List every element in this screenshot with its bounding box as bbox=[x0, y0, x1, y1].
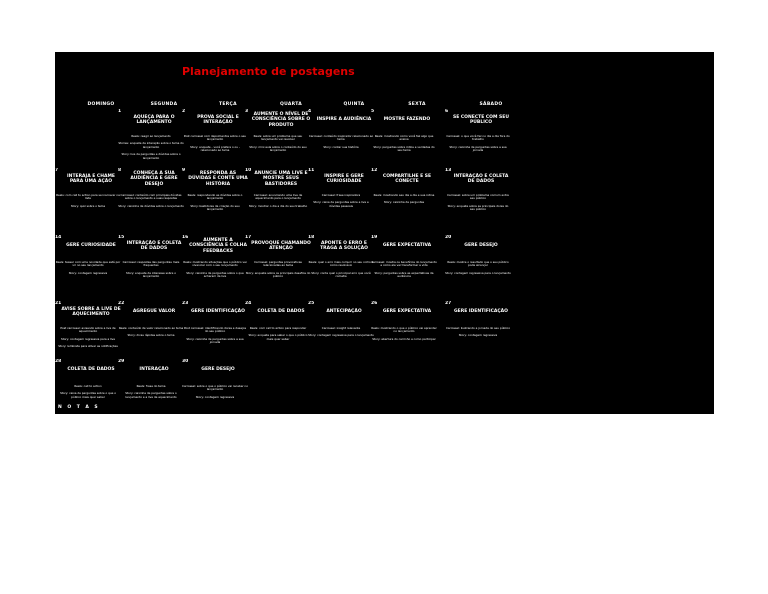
post-idea: Story: enquete de interesse sobre o lançamento bbox=[126, 270, 176, 279]
day-number: 10 bbox=[245, 168, 252, 173]
weekday-header: SEXTA bbox=[408, 102, 426, 107]
post-idea: Story: mostrar o dia a dia do seu trabalho bbox=[248, 203, 308, 208]
post-idea: Carrossel: conteúdo com principais dúvidas sobre o lançamento e suas respostas bbox=[120, 193, 182, 201]
post-idea: Story: contagem regressiva bbox=[195, 394, 235, 399]
notes-label: N O T A S bbox=[58, 405, 100, 410]
day-cell bbox=[55, 168, 121, 230]
day-cell bbox=[308, 109, 374, 171]
post-idea: Story: contagem regressiva bbox=[68, 270, 108, 275]
day-cell bbox=[55, 301, 121, 363]
day-theme: AUMENTE O NÍVEL DE CONSCIÊNCIA SOBRE O PRODUTO bbox=[251, 111, 311, 128]
day-theme: AGREGUE VALOR bbox=[132, 309, 176, 315]
day-theme: INTERAJA E CHAME PARA UMA AÇÃO bbox=[67, 173, 115, 184]
weekday-header: SÁBADO bbox=[479, 102, 503, 107]
day-number: 15 bbox=[118, 235, 125, 240]
day-number: 5 bbox=[371, 109, 375, 114]
post-idea: Story: contar sua história bbox=[323, 144, 359, 149]
day-cell bbox=[118, 359, 184, 414]
day-posts bbox=[118, 327, 184, 342]
day-theme: RESPONDA AS DÚVIDAS E CONTE UMA HISTÓRIA bbox=[188, 170, 248, 187]
post-idea: Story: caixinha de perguntas bbox=[383, 200, 425, 205]
day-theme: INSPIRE E GERE CURIOSIDADE bbox=[324, 173, 364, 184]
day-number: 3 bbox=[245, 109, 249, 114]
day-posts bbox=[118, 261, 184, 283]
day-theme: AUMENTE A CONSCIÊNCIA E COLHA FEEDBACKS bbox=[189, 237, 247, 254]
day-cell bbox=[182, 235, 248, 297]
post-idea: Story: caixinha de perguntas sobre a sua jornada bbox=[449, 144, 507, 153]
day-posts bbox=[182, 135, 248, 157]
day-number: 12 bbox=[371, 168, 378, 173]
day-theme bbox=[314, 362, 374, 378]
day-posts bbox=[445, 261, 511, 279]
day-theme: GERE IDENTIFICAÇÃO bbox=[190, 309, 245, 315]
day-number: 4 bbox=[308, 109, 312, 114]
day-cell bbox=[371, 235, 437, 297]
post-idea: Story: caixinha de perguntas sobre o que acharam da live bbox=[186, 270, 244, 279]
post-idea: Story: contagem regressiva para o lançamento bbox=[445, 270, 511, 275]
weekday-header: SEGUNDA bbox=[150, 102, 178, 107]
day-theme: COLETA DE DADOS bbox=[67, 367, 115, 373]
post-idea: Story: caixinha de perguntas sobre o lançamento e a live de aquecimento bbox=[125, 391, 177, 399]
day-number: 24 bbox=[245, 301, 252, 306]
day-number: 6 bbox=[445, 109, 449, 114]
day-cell bbox=[245, 168, 311, 230]
day-posts bbox=[118, 135, 184, 164]
day-number: 27 bbox=[445, 301, 452, 306]
post-idea: Story: contagem regressiva para o lançamento bbox=[308, 333, 374, 338]
day-theme: MOSTRE FAZENDO bbox=[383, 117, 431, 123]
day-cell bbox=[118, 301, 184, 363]
day-theme: PROVA SOCIAL E INTERAÇÃO bbox=[197, 114, 239, 125]
post-idea: Story: caixinha de perguntas sobre a sua jornada bbox=[186, 336, 244, 345]
post-idea: Reels: mostrando seu dia a dia e sua rotina bbox=[373, 193, 435, 197]
day-cell bbox=[245, 235, 311, 297]
post-idea: Story: enquete para saber o que o público mais quer saber bbox=[248, 333, 308, 341]
day-theme: AVISE SOBRE A LIVE DE AQUECIMENTO bbox=[61, 306, 121, 317]
day-number: 30 bbox=[182, 359, 189, 364]
day-posts bbox=[308, 194, 374, 212]
day-posts bbox=[55, 261, 121, 279]
post-idea: Carrossel: perguntas provocativas relacionadas ao tema bbox=[254, 260, 302, 268]
post-idea: Carrossel: insight relevante bbox=[321, 326, 361, 330]
day-cell bbox=[371, 168, 437, 230]
day-posts bbox=[182, 194, 248, 216]
day-number: 1 bbox=[118, 109, 122, 114]
day-posts bbox=[118, 385, 184, 403]
day-theme: ANTECIPAÇÃO bbox=[326, 309, 362, 315]
day-posts bbox=[445, 194, 511, 216]
post-idea: Stories: enquete de interação sobre o tema do lançamento bbox=[118, 141, 184, 149]
day-cell bbox=[308, 359, 374, 414]
day-number: 29 bbox=[118, 359, 125, 364]
day-posts bbox=[371, 135, 437, 157]
post-idea: Reels: com call to action para responder bbox=[249, 326, 307, 330]
day-cell bbox=[445, 301, 511, 363]
day-cell bbox=[245, 109, 311, 171]
day-number: 20 bbox=[445, 235, 452, 240]
day-posts bbox=[308, 327, 374, 342]
post-idea: Story: caixa de perguntas sobre a live e dúvidas pessoais bbox=[313, 200, 369, 208]
day-posts bbox=[445, 327, 511, 342]
post-idea: Story: abertura do carrinho e como participar bbox=[372, 336, 436, 341]
day-cell bbox=[445, 359, 511, 414]
post-idea: Story: enquete sobre as principais dores do seu público bbox=[447, 203, 509, 212]
day-cell bbox=[245, 301, 311, 363]
day-cell bbox=[55, 235, 121, 297]
day-number: 13 bbox=[445, 168, 452, 173]
post-idea: Story: live de perguntas e dúvidas sobre o lançamento bbox=[121, 152, 181, 160]
post-idea: Reels: frase do tema bbox=[136, 384, 166, 388]
day-cell bbox=[445, 168, 511, 230]
day-posts bbox=[371, 261, 437, 283]
weekday-header: TERÇA bbox=[219, 102, 237, 107]
post-idea: Reels: com call to action para se inscrever na lista bbox=[56, 193, 120, 201]
day-number: 9 bbox=[182, 168, 186, 173]
post-idea: Reels: call to action bbox=[74, 384, 102, 388]
day-theme: COLETA DE DADOS bbox=[257, 309, 305, 315]
post-idea: Carrossel: ilustrando a jornada do seu público bbox=[445, 326, 511, 330]
post-idea: Story: caixa de perguntas sobre o que o público mais quer saber bbox=[60, 391, 116, 399]
day-theme: COMPARTILHE E SE CONECTE bbox=[382, 173, 432, 184]
post-idea: Story: contagem regressiva bbox=[458, 333, 498, 338]
day-posts bbox=[55, 385, 121, 403]
day-theme: GERE CURIOSIDADE bbox=[66, 243, 116, 249]
day-number: 26 bbox=[371, 301, 378, 306]
day-posts bbox=[118, 194, 184, 212]
day-number: 22 bbox=[118, 301, 125, 306]
day-number: 14 bbox=[55, 235, 62, 240]
day-theme bbox=[251, 362, 311, 378]
day-cell bbox=[371, 109, 437, 171]
day-number: 17 bbox=[245, 235, 252, 240]
day-posts bbox=[371, 194, 437, 209]
day-posts bbox=[55, 194, 121, 212]
post-idea: Story: perguntas sobre as expectativas da audiência bbox=[374, 270, 434, 279]
post-idea: Reels: qual o erro mais comum no seu nicho e como resolvê-lo bbox=[308, 260, 374, 268]
day-posts bbox=[308, 135, 374, 153]
post-idea: Story: conte qual o principal erro que você cometia bbox=[311, 270, 371, 279]
post-idea: Reels: sobre um problema que seu lançamento vai resolver bbox=[253, 134, 303, 142]
day-theme: INTERAÇÃO bbox=[139, 367, 169, 373]
post-idea: Post carrossel: avisando sobre a live de aquecimento bbox=[60, 326, 116, 334]
post-idea: Carrossel: frase inspiradora bbox=[321, 193, 361, 197]
day-number: 11 bbox=[308, 168, 315, 173]
weekday-header: QUARTA bbox=[279, 102, 303, 107]
post-idea: Reels: mostrando como você faz algo que ensina bbox=[374, 134, 434, 142]
post-idea: Reels: mostrando o que o público vai aprender no lançamento bbox=[371, 326, 437, 334]
post-idea: Story: dicas rápidas sobre o tema bbox=[127, 333, 175, 338]
day-number: 19 bbox=[371, 235, 378, 240]
day-cell bbox=[182, 109, 248, 171]
day-theme: GERE EXPECTATIVA bbox=[382, 243, 432, 249]
day-posts bbox=[245, 135, 311, 157]
day-number: 7 bbox=[55, 168, 59, 173]
page-title: Planejamento de postagens bbox=[182, 65, 355, 78]
day-cell bbox=[182, 301, 248, 363]
post-idea: Post carrossel com depoimentos sobre o seu lançamento bbox=[183, 134, 247, 142]
day-theme: INTERAÇÃO E COLETA DE DADOS bbox=[126, 240, 182, 251]
day-cell bbox=[182, 359, 248, 414]
day-posts bbox=[245, 261, 311, 283]
day-cell bbox=[55, 109, 121, 171]
day-cell bbox=[118, 168, 184, 230]
day-number: 28 bbox=[55, 359, 62, 364]
post-idea: Carrossel: anunciando uma live de aquecimento para o lançamento bbox=[253, 193, 303, 201]
post-idea: Carrossel: mostre os benefícios do lançamento e como ele vai transformar a vida bbox=[371, 260, 437, 268]
day-cell bbox=[371, 359, 437, 414]
post-idea: Story: caixinha de dúvidas sobre o lançamento bbox=[118, 203, 184, 208]
post-idea: Carrossel: o que você faz no dia a dia fora do trabalho bbox=[446, 134, 510, 142]
day-theme bbox=[377, 362, 437, 378]
day-theme: SE CONECTE COM SEU PÚBLICO bbox=[452, 114, 509, 125]
day-cell bbox=[371, 301, 437, 363]
day-posts bbox=[182, 261, 248, 283]
day-posts bbox=[308, 261, 374, 283]
post-idea: Story: perguntas sobre mitos e verdades do seu tema bbox=[373, 144, 435, 153]
day-posts bbox=[182, 385, 248, 403]
day-theme: AQUEÇA PARA O LANÇAMENTO bbox=[133, 114, 175, 125]
post-idea: Reels: reagir ao lançamento bbox=[131, 134, 171, 138]
day-theme: INTERAÇÃO E COLETA DE DADOS bbox=[453, 173, 509, 184]
day-theme bbox=[451, 362, 511, 378]
day-number: 16 bbox=[182, 235, 189, 240]
day-posts bbox=[55, 327, 121, 353]
day-cell bbox=[118, 235, 184, 297]
day-cell bbox=[182, 168, 248, 230]
post-idea: Story: enquete sobre os principais desafios do público bbox=[245, 270, 311, 279]
post-idea: Story: contagem regressiva para a live bbox=[60, 336, 116, 341]
day-number: 21 bbox=[55, 301, 62, 306]
day-posts bbox=[371, 327, 437, 345]
day-number: 2 bbox=[182, 109, 186, 114]
day-cell bbox=[308, 168, 374, 230]
post-idea: Story: bastidores da criação do seu lançamento bbox=[190, 203, 240, 212]
day-number: 23 bbox=[182, 301, 189, 306]
day-posts bbox=[245, 327, 311, 345]
day-posts bbox=[182, 327, 248, 349]
day-theme: APONTE O ERRO E TRAGA A SOLUÇÃO bbox=[320, 240, 368, 251]
post-idea: Reels: mostre o resultado que o seu público pode alcançar bbox=[447, 260, 509, 268]
post-idea: Reels: mostrando situações que o público vai vivenciar com o seu lançamento bbox=[183, 260, 247, 268]
day-number: 8 bbox=[118, 168, 122, 173]
day-theme: ANUNCIE UMA LIVE E MOSTRE SEUS BASTIDORES bbox=[254, 170, 308, 187]
day-cell bbox=[118, 109, 184, 171]
post-idea: Carrossel: conteúdo inspirador relacionado ao tema bbox=[308, 134, 374, 142]
day-cell bbox=[308, 301, 374, 363]
weekday-header: DOMINGO bbox=[87, 102, 115, 107]
day-theme: GERE IDENTIFICAÇÃO bbox=[453, 309, 508, 315]
day-theme: CONHEÇA A SUA AUDIÊNCIA E GERE DESEJO bbox=[130, 170, 178, 187]
day-number: 25 bbox=[308, 301, 315, 306]
day-cell bbox=[445, 235, 511, 297]
day-theme: PROVOQUE CHAMANDO ATENÇÃO bbox=[251, 240, 311, 251]
day-theme: GERE DESEJO bbox=[464, 243, 498, 249]
day-cell bbox=[245, 359, 311, 414]
day-theme bbox=[61, 112, 121, 128]
post-idea: Post carrossel: identificando dores e desejos do seu público bbox=[183, 326, 247, 334]
post-idea: Reels: respondendo as dúvidas sobre o lançamento bbox=[187, 193, 243, 201]
day-posts bbox=[445, 135, 511, 157]
day-cell bbox=[445, 109, 511, 171]
post-idea: Story: mini aula sobre o conteúdo do seu lançamento bbox=[249, 144, 307, 153]
post-idea: Story: quiz sobre o tema bbox=[70, 203, 106, 208]
post-idea: Story: enquete - você prefere o ou - relacionado ao tema bbox=[190, 144, 240, 153]
post-idea: Carrossel: sobre um problema comum entre seu público bbox=[447, 193, 509, 201]
post-idea: Story: lembrete para ativar as notificações bbox=[58, 344, 118, 349]
post-idea: Reels: teaser com uma novidade que está por vir no seu lançamento bbox=[55, 260, 121, 268]
day-posts bbox=[245, 194, 311, 212]
day-cell bbox=[308, 235, 374, 297]
post-idea: Carrossel: sobre o que o público vai receber no lançamento bbox=[182, 384, 248, 392]
weekday-header: QUINTA bbox=[343, 102, 365, 107]
day-theme: GERE EXPECTATIVA bbox=[382, 309, 432, 315]
day-theme: GERE DESEJO bbox=[201, 367, 235, 373]
day-number: 18 bbox=[308, 235, 315, 240]
post-idea: Reels: conteúdo de valor relacionado ao tema bbox=[118, 326, 184, 330]
post-idea: Carrossel: respostas das perguntas mais frequentes bbox=[122, 260, 180, 268]
calendar-sheet bbox=[55, 52, 714, 414]
day-theme: INSPIRE A AUDIÊNCIA bbox=[316, 117, 372, 123]
